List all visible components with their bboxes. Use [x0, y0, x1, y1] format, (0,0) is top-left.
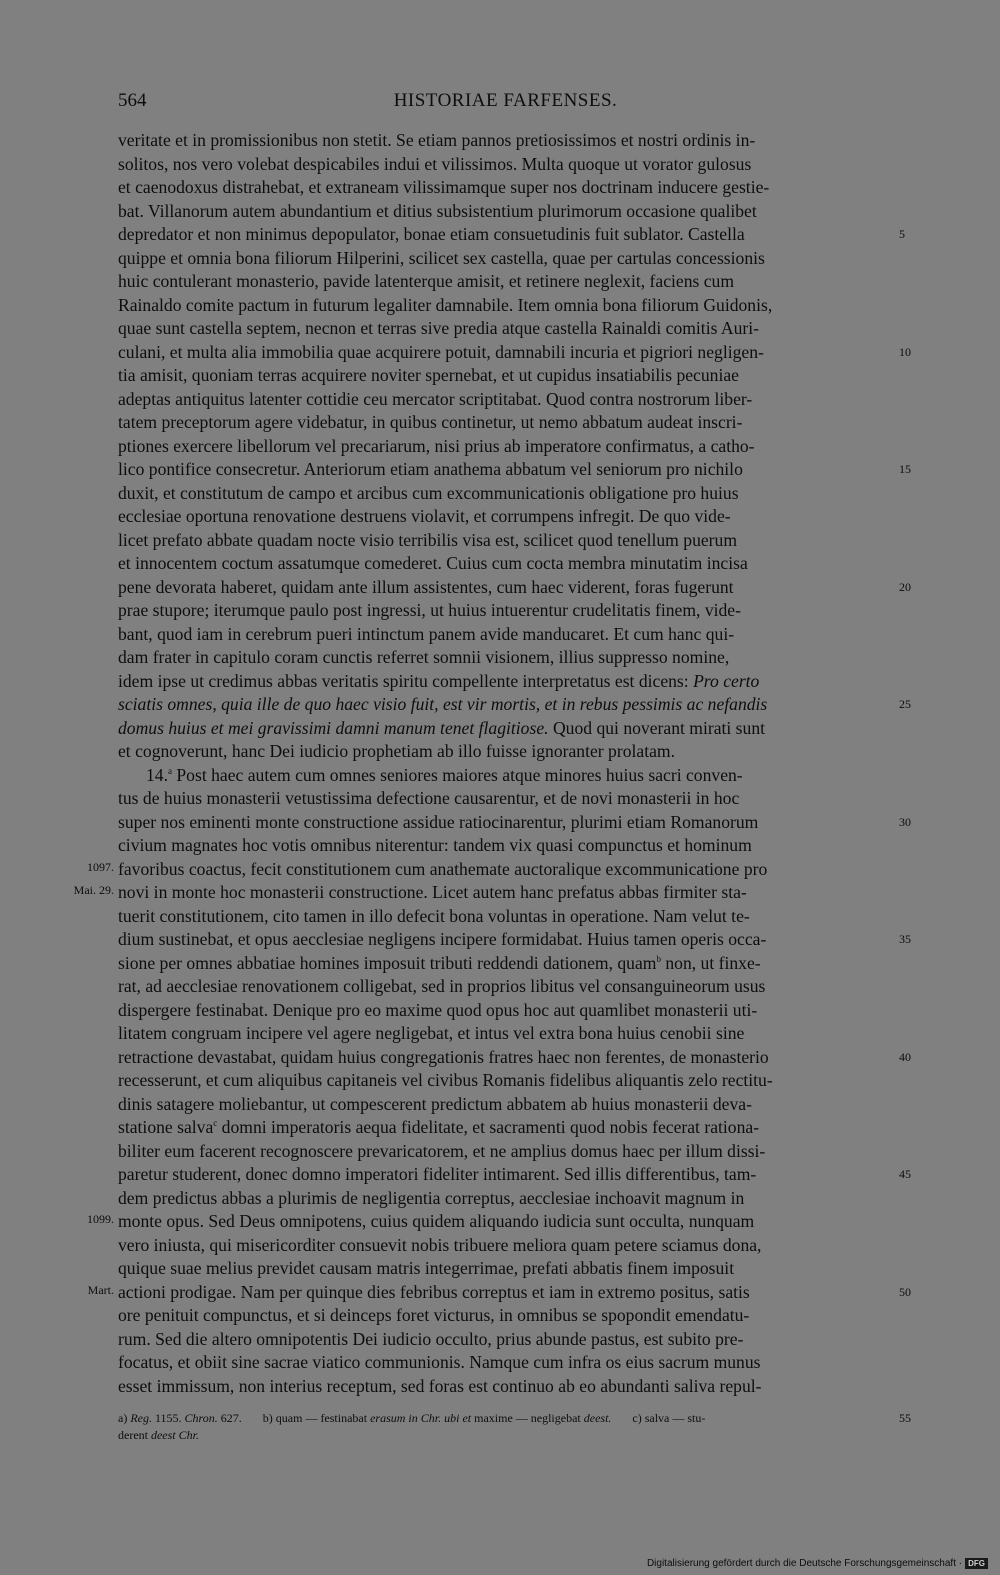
text-line [118, 129, 893, 153]
text-line [118, 740, 893, 764]
text-line-text: dispergere festinabat. Denique pro eo maxime quod opus hoc aut quamlibet monasterii uti- [118, 999, 758, 1020]
line-number: 20 [899, 579, 911, 594]
text-line [87, 1210, 893, 1234]
line-number: 10 [899, 344, 911, 359]
line-number: 25 [899, 697, 911, 711]
text-line [118, 1163, 911, 1187]
text-line [118, 552, 893, 576]
text-line-text: dinis satagere moliebantur, ut compescerent predictum abbatem ab huius monasterii deva- [118, 1093, 752, 1114]
line-number: 45 [899, 1167, 911, 1181]
text-line-text: civium magnates hoc votis omnibus niterentur: tandem vix quasi compunctus et hominum [118, 835, 752, 855]
text-line-text: lico pontifice consecretur. Anteriorum etiam anathema abbatum vel seniorum pro nichilo [118, 459, 743, 479]
text-line [118, 787, 893, 811]
margin-date: Mart. [87, 1282, 114, 1297]
text-line-text: idem ipse ut credimus abbas veritatis spiritu compellente interpretatus est dicens: Pro certo [118, 670, 760, 691]
text-line-text: Rainaldo comite pactum in futurum legaliter damnabile. Item omnia bona filiorum Guidonis, [118, 294, 773, 315]
text-line-text: monte opus. Sed Deus omnipotens, cuius quidem aliquando iudicia sunt occulta, nunquam [118, 1211, 755, 1231]
text-line [118, 1351, 893, 1375]
text-line-text: dem predictus abbas a plurimis de negligentia correptus, aecclesiae inchoavit magnum in [118, 1187, 745, 1208]
text-line-text: tia amisit, quoniam terras acquirere noviter spernebat, et ut cupidus insatiabilis pecuniae [118, 365, 739, 385]
text-line [118, 1093, 893, 1117]
text-line [118, 576, 911, 600]
text-line [118, 670, 893, 694]
text-line [118, 1022, 893, 1046]
text-line-text: dam frater in capitulo coram cunctis referret somnii visionem, illius suppresso nomine, [118, 647, 730, 667]
text-line [118, 1328, 893, 1352]
text-line-text: litatem congruam incipere vel agere negligebat, et intus vel extra bona huius cenobii sine [118, 1023, 745, 1043]
text-line-text: ore penituit compunctus, et si deinceps foret victurus, in omnibus se spopondit emendatu- [118, 1305, 750, 1325]
text-line [118, 388, 893, 412]
text-line [118, 975, 893, 999]
text-line [118, 764, 893, 788]
text-line-text: dium sustinebat, et opus aecclesiae negligens incipere formidabat. Huius tamen operis occa- [118, 929, 767, 949]
text-line-text: prae stupore; iterumque paulo post ingressi, ut huius intuerentur crudelitatis finem, vide- [118, 600, 741, 620]
digitization-credit [647, 1558, 988, 1569]
text-line-text: tatem preceptorum agere videbatur, in quibus continetur, ut nemo abbatum audeat inscri- [118, 412, 743, 432]
body-text [73, 129, 911, 1398]
text-line-text: domus huius et mei gravissimi damni manum tenet flagitiose. Quod qui noverant mirati sunt [118, 717, 766, 738]
text-line-text: bant, quod iam in cerebrum pueri intinctum panem avide manducaret. Et cum hanc qui- [118, 623, 735, 644]
text-line-text: depredator et non minimus depopulator, bonae etiam consuetudinis fuit sublator. Castella [118, 224, 745, 244]
text-line [118, 529, 893, 553]
text-line [118, 905, 893, 929]
text-line-text: adeptas antiquitus latenter cottidie ceu mercator scriptitabat. Quod contra nostrorum liber- [118, 388, 753, 409]
footnote-line [118, 1410, 911, 1427]
text-line [118, 153, 893, 177]
text-line [118, 1140, 893, 1164]
text-line-text: focatus, et obiit sine sacrae viatico communionis. Namque cum infra os eius sacrum munus [118, 1352, 761, 1372]
text-line-text: duxit, et constitutum de campo et arcibus cum excommunicationis obligatione pro huius [118, 482, 739, 503]
line-number: 50 [899, 1284, 911, 1299]
line-number: 40 [899, 1049, 911, 1064]
margin-date: Mai. 29. [73, 883, 114, 897]
line-number: 35 [899, 932, 911, 946]
text-line-text: culani, et multa alia immobilia quae acquirere potuit, damnabili incuria et pigriori negligen- [118, 341, 764, 362]
text-line-text: et innocentem coctum assatumque comederet. Cuius cum cocta membra minutatim incisa [118, 553, 748, 573]
text-line-text: rat, ad aecclesiae renovationem colligebat, sed in proprios libitus vel consanguineorum usus [118, 976, 766, 996]
text-line-text: et caenodoxus distrahebat, et extraneam vilissimamque super nos doctrinam inducere gestie- [118, 177, 770, 197]
text-line [118, 1234, 893, 1258]
text-line [118, 270, 893, 294]
text-line [87, 858, 893, 882]
text-line [118, 999, 893, 1023]
text-line [118, 1046, 911, 1070]
credit-text: Digitalisierung gefördert durch die Deutsche Forschungsgemeinschaft · [646, 1558, 963, 1569]
text-line-text: esset immissum, non interius receptum, sed foras est continuo ab eo abundanti saliva repul- [118, 1375, 762, 1396]
page-number: 564 [118, 90, 147, 111]
text-line [118, 200, 893, 224]
text-line-text: pene devorata haberet, quidam ante illum assistentes, cum haec viderent, foras fugerunt [118, 576, 734, 597]
text-line-text: statione salva$^c$ domni imperatoris aequa fidelitate, et sacramenti quod nobis fecerat rationa- [118, 1117, 760, 1137]
text-line [118, 223, 905, 247]
text-line-text: quique suae melius previdet causam matris integerrimae, prefati abbatis finem imposuit [118, 1258, 735, 1278]
footnote-line-text: a) Reg. 1155. Chron. 627. b) quam — festinabat erasum in Chr. ubi et maxime — negligebat deest. c) salva — stu- [118, 1411, 706, 1425]
text-line-text: retractione devastabat, quidam huius congregationis fratres haec non ferentes, de monasterio [118, 1046, 769, 1067]
footnotes [118, 1410, 911, 1444]
text-line-text: et cognoverunt, hanc Dei iudicio prophetiam ab illo fuisse ignoranter prolatam. [118, 741, 675, 761]
text-line [118, 599, 893, 623]
text-line [118, 341, 911, 365]
text-line-text: tuerit constitutionem, cito tamen in illo defecit bona voluntas in operatione. Nam velut te- [118, 905, 750, 926]
text-line-text: recesserunt, et cum aliquibus capitaneis vel civibus Romanis fidelibus aliquantis zelo rectitu- [118, 1070, 773, 1090]
text-line-text: licet prefato abbate quadam nocte visio terribilis visa est, scilicet quod tenellum puerum [118, 529, 738, 550]
text-line [118, 646, 893, 670]
text-line [118, 294, 893, 318]
text-line-text: 14.$^a$ Post haec autem cum omnes seniores maiores atque minores huius sacri conven- [146, 764, 743, 785]
text-line-text: quae sunt castella septem, necnon et terras sive predia atque castella Rainaldi comitis Auri- [118, 318, 759, 338]
text-line [118, 482, 893, 506]
text-line [118, 717, 893, 741]
text-line-text: paretur studerent, donec domno imperatori fideliter intimarent. Sed illis differentibus, tam- [118, 1164, 757, 1184]
text-line [118, 1187, 893, 1211]
text-line-text: biliter eum facerent recognoscere prevaricatorem, et ne amplius domus haec per illum dissi- [118, 1140, 766, 1161]
text-line-text: favoribus coactus, fecit constitutionem cum anathemate auctoralique excommunicatione pro [118, 858, 768, 879]
text-line-text: quippe et omnia bona filiorum Hilperini, scilicet sex castella, quae per cartulas concessionis [118, 247, 765, 268]
page-title: HISTORIAE FARFENSES. [393, 90, 618, 111]
footnote-line [118, 1427, 893, 1444]
text-line [118, 1257, 893, 1281]
text-line-text: solitos, nos vero volebat despicabiles indui et vilissimos. Multa quoque ut vorator gulosus [118, 153, 752, 174]
text-line [118, 1116, 893, 1140]
text-line-text: actioni prodigae. Nam per quinque dies febribus correptus et iam in extremo positus, satis [118, 1281, 750, 1302]
dfg-logo: DFG [965, 1558, 988, 1569]
text-line [118, 952, 893, 976]
line-number: 55 [899, 1411, 911, 1425]
text-line [118, 176, 893, 200]
text-line-text: ecclesiae oportuna renovatione destruens violavit, et corrumpens infregit. De quo vide- [118, 506, 731, 526]
text-line [118, 834, 893, 858]
text-line [73, 881, 893, 905]
text-line-text: vero iniusta, qui misericorditer consuevit nobis tribuere meliora quam petere sciamus dona, [118, 1234, 762, 1255]
text-line [118, 435, 893, 459]
text-line [118, 1304, 893, 1328]
text-line [118, 411, 893, 435]
text-line [118, 928, 911, 952]
text-line-text: rum. Sed die altero omnipotentis Dei iudicio occulto, prius abunde pastus, est subito pre- [118, 1328, 744, 1349]
text-line [118, 1069, 893, 1093]
text-line [118, 247, 893, 271]
line-number: 5 [899, 227, 905, 241]
text-line-text: sione per omnes abbatiae homines imposuit tributi reddendi dationem, quam$^b$ non, ut finxe- [118, 952, 761, 973]
margin-date: 1097. [87, 859, 114, 874]
text-line [118, 505, 893, 529]
text-line-text: novi in monte hoc monasterii constructione. Licet autem hanc prefatus abbas firmiter sta- [118, 882, 747, 902]
text-line-text: veritate et in promissionibus non stetit. Se etiam pannos pretiosissimos et nostri ordinis in- [118, 130, 756, 150]
text-line-text: bat. Villanorum autem abundantium et ditius subsistentium plurimorum occasione qualibet [118, 200, 757, 221]
text-line [118, 317, 893, 341]
text-line-text: super nos eminenti monte constructione assidue ratiocinarentur, plurimi etiam Romanorum [118, 811, 759, 832]
running-head [118, 90, 893, 114]
text-line-text: huic contulerant monasterio, pavide latenterque amisit, et retinere neglexit, faciens cum [118, 271, 735, 291]
footnote-line-text: derent deest Chr. [118, 1428, 199, 1442]
margin-date: 1099. [87, 1212, 114, 1226]
text-line [118, 458, 911, 482]
text-line-text: tus de huius monasterii vetustissima defectione causarentur, et de novi monasterii in hoc [118, 788, 740, 808]
text-line-text: ptiones exercere libellorum vel precariarum, nisi prius ab imperatore confirmatus, a catho- [118, 435, 755, 456]
text-line [118, 364, 893, 388]
line-number: 30 [899, 814, 911, 829]
text-line [118, 1375, 893, 1399]
text-line [118, 623, 893, 647]
text-line [118, 693, 911, 717]
line-number: 15 [899, 462, 911, 476]
text-line-text: sciatis omnes, quia ille de quo haec visio fuit, est vir mortis, et in rebus pessimis ac nefandis [118, 694, 768, 714]
text-line [87, 1281, 911, 1305]
text-line [118, 811, 911, 835]
